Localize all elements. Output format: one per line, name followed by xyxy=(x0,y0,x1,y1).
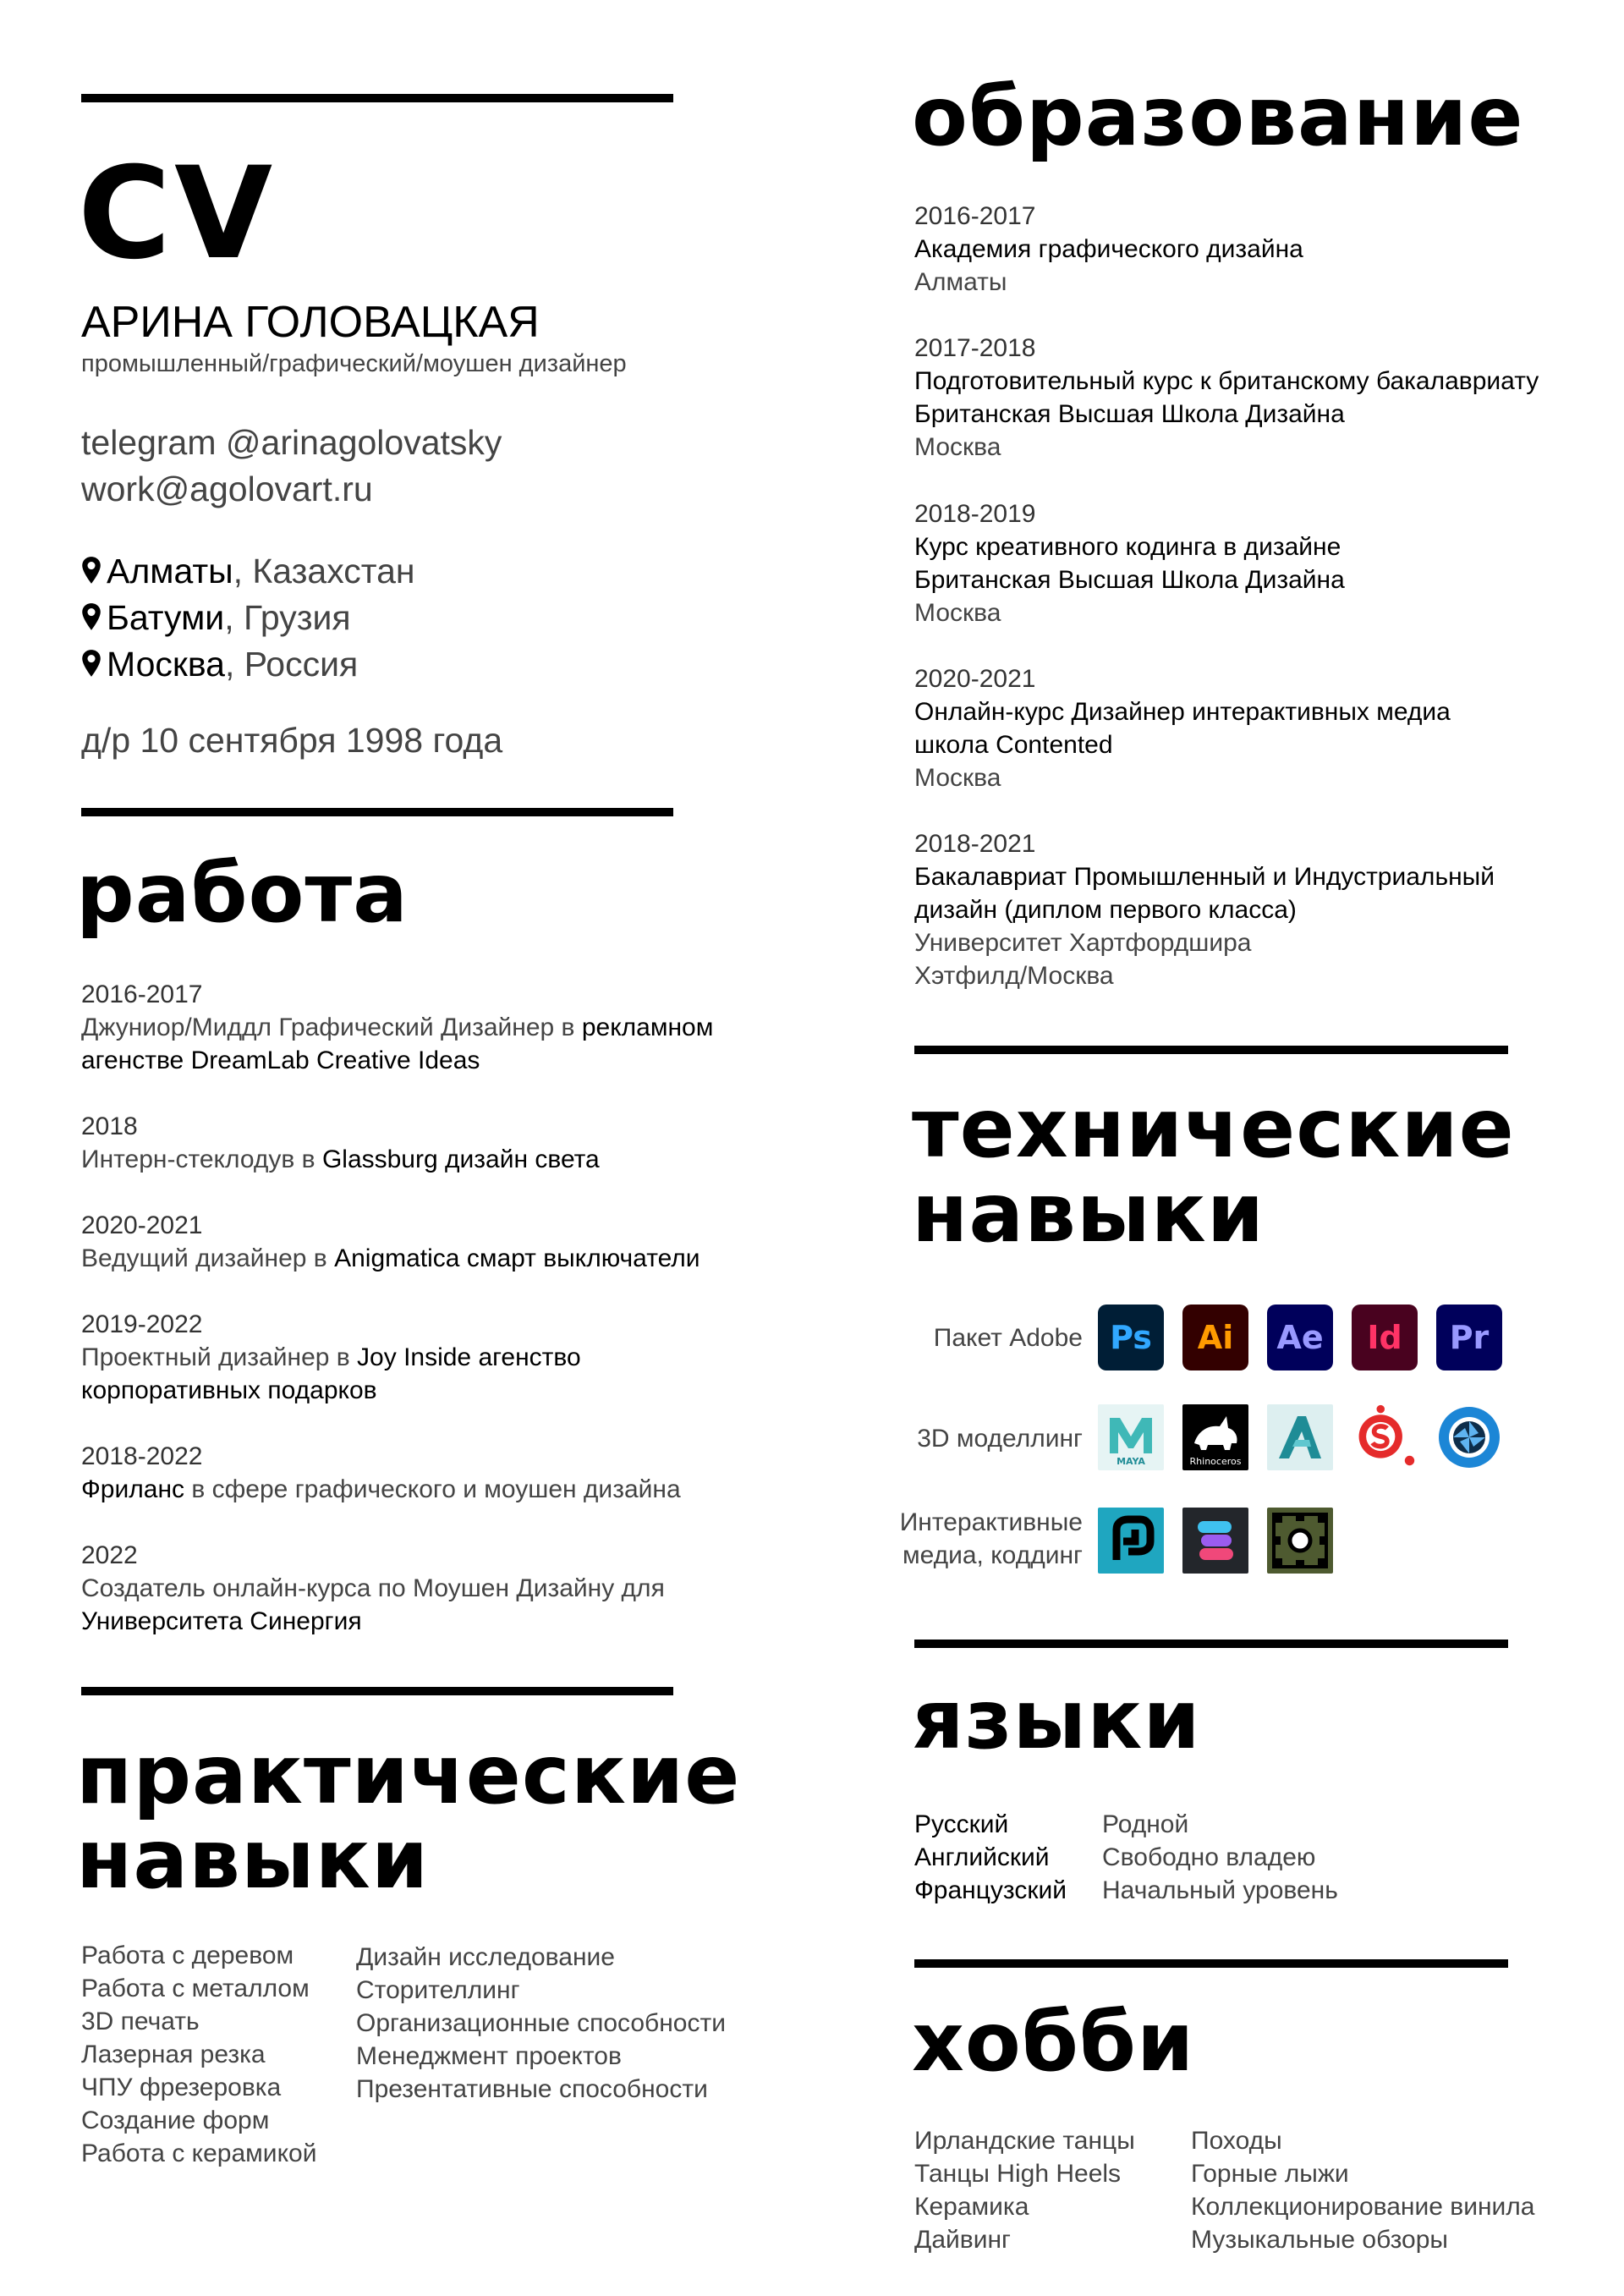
location-city: Батуми xyxy=(107,598,225,637)
education-year: 2020-2021 xyxy=(914,665,1036,693)
education-entry xyxy=(914,200,1303,299)
top-left-divider xyxy=(81,94,673,102)
practical-skills-col2 xyxy=(356,1941,726,2106)
work-year: 2018 xyxy=(81,1112,138,1140)
location-list xyxy=(80,548,415,688)
language-level: Начальный уровень xyxy=(1102,1876,1338,1904)
indesign-icon xyxy=(1352,1305,1418,1370)
work-entry xyxy=(81,1308,581,1407)
illustrator-icon xyxy=(1182,1305,1248,1370)
birthday: д/р 10 сентября 1998 года xyxy=(81,721,503,760)
work-company: агенстве DreamLab Creative Ideas xyxy=(81,1046,480,1074)
processing-icon xyxy=(1267,1508,1333,1574)
education-title: Онлайн-курс Дизайнер интерактивных медиа xyxy=(914,698,1451,726)
work-company: корпоративных подарков xyxy=(81,1376,377,1404)
hobbies-col1 xyxy=(914,2124,1135,2256)
languages-divider xyxy=(914,1640,1508,1648)
touchdesigner-logo-icon xyxy=(1098,1508,1164,1574)
language-name: Английский xyxy=(914,1843,1050,1871)
telegram-contact[interactable]: telegram @arinagolovatsky xyxy=(81,423,502,462)
education-entry xyxy=(914,827,1495,992)
person-role: промышленный/графический/моушен дизайнер xyxy=(81,350,627,377)
hobbies-divider xyxy=(914,1959,1508,1968)
work-company: рекламном xyxy=(581,1013,714,1041)
skill-item: Дизайн исследование xyxy=(356,1943,615,1971)
work-text: Интерн-стеклодув в xyxy=(81,1145,322,1173)
education-entry xyxy=(914,332,1539,464)
premiere-label: Pr xyxy=(1449,1319,1490,1356)
maya-icon xyxy=(1098,1404,1164,1470)
work-entry xyxy=(81,1440,681,1506)
cv-title: CV xyxy=(78,140,277,288)
substance-painter-icon xyxy=(1352,1403,1418,1469)
practical-heading-line: практические xyxy=(76,1727,741,1822)
email-contact[interactable]: work@agolovart.ru xyxy=(81,470,373,508)
education-place: Хэтфилд/Москва xyxy=(914,962,1114,990)
spline-logo-icon xyxy=(1182,1508,1248,1574)
education-year: 2018-2019 xyxy=(914,500,1036,528)
illustrator-label: Ai xyxy=(1197,1319,1234,1356)
education-title: Бакалавриат Промышленный и Индустриальный xyxy=(914,863,1495,891)
photoshop-label: Ps xyxy=(1110,1319,1152,1356)
hobby-item: Танцы High Heels xyxy=(914,2160,1122,2188)
education-entry xyxy=(914,497,1345,629)
interactive-label-line: медиа, коддинг xyxy=(902,1541,1083,1569)
education-title: Курс креативного кодинга в дизайне xyxy=(914,533,1341,561)
location-city: Алматы xyxy=(107,552,233,590)
hobbies-heading: хобби xyxy=(912,1995,1195,2090)
keyshot-logo-icon xyxy=(1436,1404,1502,1470)
hobby-item: Музыкальные обзоры xyxy=(1191,2226,1448,2254)
work-company: Anigmatica смарт выключатели xyxy=(334,1244,700,1272)
work-text: Проектный дизайнер в xyxy=(81,1343,358,1371)
education-place: Москва xyxy=(914,433,1001,461)
hobby-item: Дайвинг xyxy=(914,2226,1011,2254)
after-effects-label: Ae xyxy=(1276,1319,1324,1356)
skill-item: Создание форм xyxy=(81,2106,270,2134)
processing-logo-icon xyxy=(1267,1508,1333,1574)
work-company: Glassburg дизайн света xyxy=(321,1145,600,1173)
location-item xyxy=(80,595,415,641)
hobby-item: Ирландские танцы xyxy=(914,2127,1135,2155)
education-title: дизайн (диплом первого класса) xyxy=(914,896,1297,924)
skill-item: ЧПУ фрезеровка xyxy=(81,2074,282,2101)
education-title: Британская Высшая Школа Дизайна xyxy=(914,400,1345,428)
skill-item: Работа с деревом xyxy=(81,1942,294,1969)
language-name: Французский xyxy=(914,1876,1067,1904)
autocad-logo-icon xyxy=(1267,1404,1333,1470)
premiere-icon xyxy=(1436,1305,1502,1370)
work-text: Ведущий дизайнер в xyxy=(81,1244,335,1272)
map-pin-icon xyxy=(80,556,103,585)
work-entry xyxy=(81,1209,700,1275)
tech-heading-line: навыки xyxy=(912,1166,1265,1261)
work-year: 2020-2021 xyxy=(81,1211,203,1239)
education-year: 2018-2021 xyxy=(914,830,1036,858)
modeling-label: 3D моделлинг xyxy=(917,1425,1083,1453)
education-title: Академия графического дизайна xyxy=(914,235,1303,263)
work-entry xyxy=(81,978,713,1077)
education-year: 2017-2018 xyxy=(914,334,1036,362)
touchdesigner-icon xyxy=(1098,1508,1164,1574)
location-item xyxy=(80,641,415,688)
map-pin-icon xyxy=(80,602,103,631)
autocad-icon xyxy=(1267,1404,1333,1470)
work-year: 2018-2022 xyxy=(81,1442,203,1470)
spline-icon xyxy=(1182,1508,1248,1574)
practical-divider xyxy=(81,1687,673,1695)
interactive-label-line: Интерактивные xyxy=(899,1508,1083,1536)
keyshot-icon xyxy=(1436,1404,1502,1470)
skill-item: 3D печать xyxy=(81,2008,200,2035)
work-year: 2019-2022 xyxy=(81,1310,203,1338)
languages-names xyxy=(914,1808,1067,1907)
interactive-label xyxy=(900,1506,1083,1572)
hobby-item: Коллекционирование винила xyxy=(1191,2193,1535,2221)
work-entry xyxy=(81,1539,665,1638)
work-company: Университета Синергия xyxy=(81,1607,362,1635)
work-company: Фриланс xyxy=(81,1475,185,1503)
education-title: школа Contented xyxy=(914,731,1113,759)
maya-caption: MAYA xyxy=(1116,1456,1145,1467)
skill-item: Работа с керамикой xyxy=(81,2139,317,2167)
education-place: Университет Хартфордшира xyxy=(914,929,1252,957)
education-heading: образование xyxy=(912,69,1524,164)
location-country: , Казахстан xyxy=(233,552,415,590)
skill-item: Презентативные способности xyxy=(356,2075,708,2103)
hobbies-col2 xyxy=(1191,2124,1534,2256)
skill-item: Сторителлинг xyxy=(356,1976,520,2004)
practical-heading xyxy=(76,1727,741,1907)
location-item xyxy=(80,548,415,595)
education-place: Москва xyxy=(914,599,1001,627)
hobby-item: Керамика xyxy=(914,2193,1029,2221)
skill-item: Менеджмент проектов xyxy=(356,2042,622,2070)
practical-skills-col1 xyxy=(81,1939,316,2170)
after-effects-icon xyxy=(1267,1305,1333,1370)
tech-heading-line: технические xyxy=(912,1081,1515,1176)
indesign-label: Id xyxy=(1367,1319,1402,1356)
substance-logo-icon xyxy=(1352,1401,1418,1470)
tech-divider xyxy=(914,1046,1508,1054)
education-place: Москва xyxy=(914,764,1001,792)
location-country: , Россия xyxy=(224,645,359,684)
skill-item: Лазерная резка xyxy=(81,2041,266,2068)
education-place: Алматы xyxy=(914,268,1007,296)
education-entry xyxy=(914,662,1451,794)
work-year: 2016-2017 xyxy=(81,980,203,1008)
language-level: Свободно владею xyxy=(1102,1843,1316,1871)
hobby-item: Походы xyxy=(1191,2127,1282,2155)
language-name: Русский xyxy=(914,1810,1009,1838)
languages-heading: языки xyxy=(912,1673,1201,1767)
work-entry xyxy=(81,1110,600,1176)
education-title: Подготовительный курс к британскому бакалавриату xyxy=(914,367,1539,395)
work-company: Joy Inside агенство xyxy=(357,1343,581,1371)
rhinoceros-icon xyxy=(1182,1404,1248,1470)
skill-item: Организационные способности xyxy=(356,2009,726,2037)
work-text: Создатель онлайн-курса по Моушен Дизайну для xyxy=(81,1574,665,1602)
rhino-caption: Rhinoceros xyxy=(1189,1456,1242,1467)
languages-levels xyxy=(1102,1808,1338,1907)
education-year: 2016-2017 xyxy=(914,202,1036,230)
location-city: Москва xyxy=(107,645,225,684)
language-level: Родной xyxy=(1102,1810,1189,1838)
work-text: в сфере графического и моушен дизайна xyxy=(184,1475,681,1503)
photoshop-icon xyxy=(1098,1305,1164,1370)
skill-item: Работа с металлом xyxy=(81,1975,310,2002)
work-text: Джуниор/Миддл Графический Дизайнер в xyxy=(81,1013,582,1041)
work-divider xyxy=(81,808,673,816)
work-year: 2022 xyxy=(81,1541,138,1569)
person-name: АРИНА ГОЛОВАЦКАЯ xyxy=(81,298,540,347)
tech-heading xyxy=(912,1081,1515,1261)
map-pin-icon xyxy=(80,649,103,678)
practical-heading-line: навыки xyxy=(76,1812,430,1907)
hobby-item: Горные лыжи xyxy=(1191,2160,1349,2188)
education-title: Британская Высшая Школа Дизайна xyxy=(914,566,1345,594)
adobe-label: Пакет Adobe xyxy=(933,1324,1083,1352)
location-country: , Грузия xyxy=(224,598,351,637)
work-heading: работа xyxy=(76,846,409,941)
